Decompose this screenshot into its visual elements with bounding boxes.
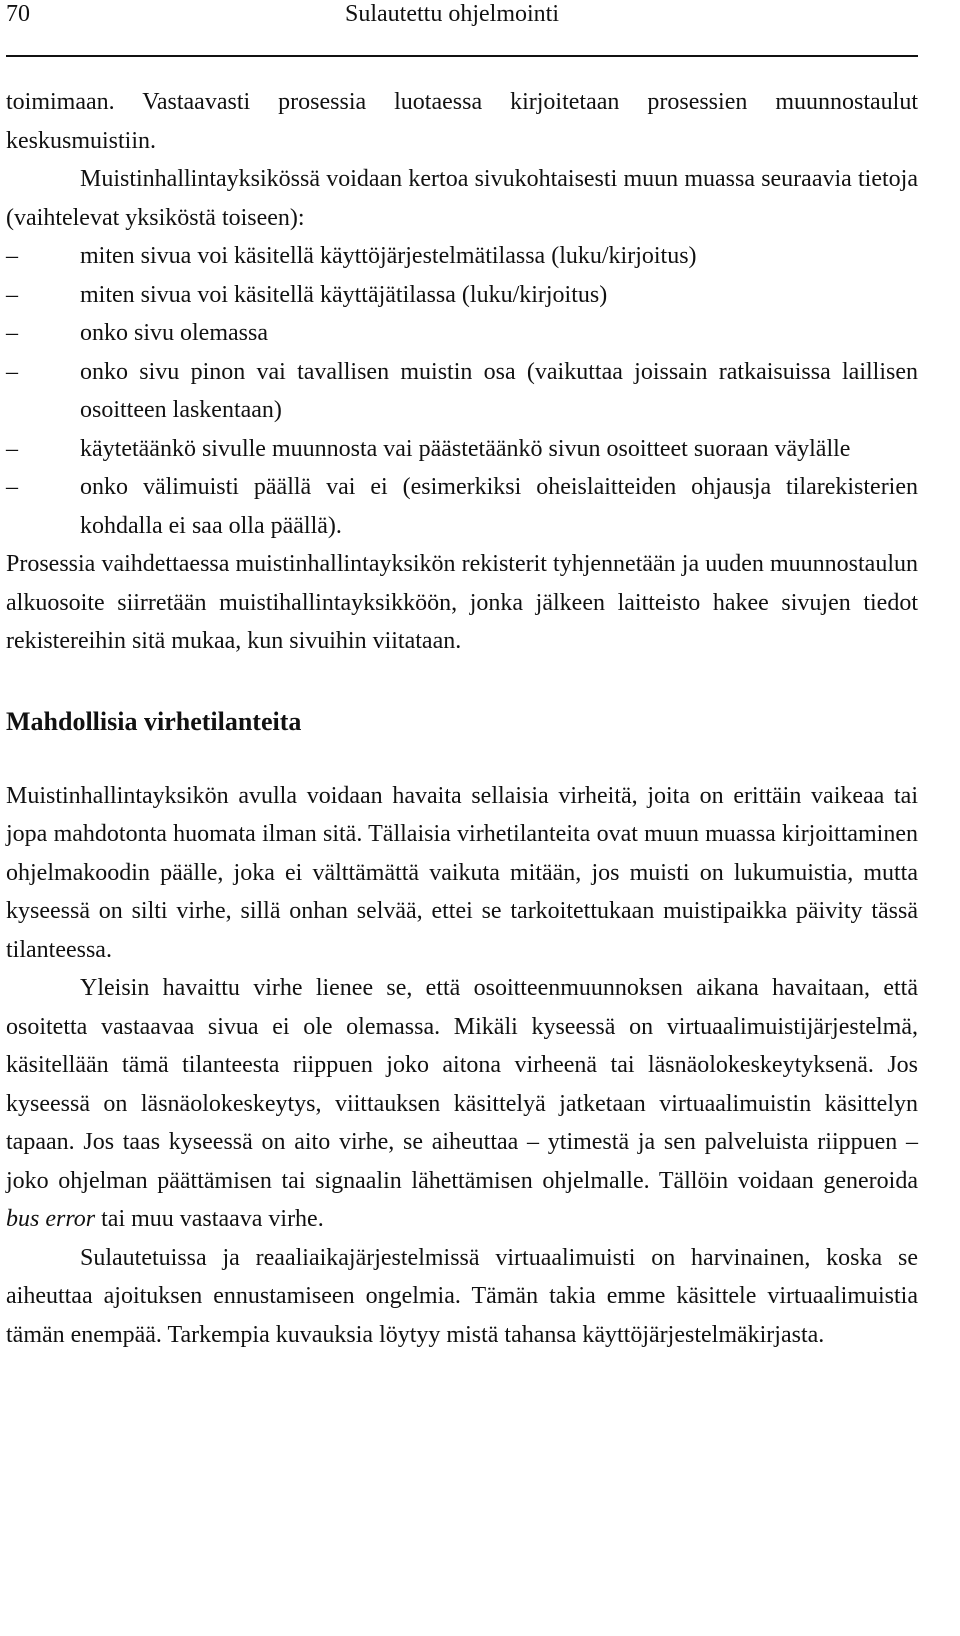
header-rule	[6, 55, 918, 57]
list-item-text: onko sivu pinon vai tavallisen muistin osa (vaikuttaa joissain ratkaisuissa laillisen osoitteen laskentaan)	[80, 358, 918, 423]
paragraph-text: Yleisin havaittu virhe lienee se, että osoitteenmuunnoksen aikana havaitaan, että osoitetta vastaavaa sivua ei ole olemassa. Mikäli kyseessä on virtuaalimuistijärjestelmä, käsitellään tämä tilanteesta riippuen joko aitona virheenä tai läsnäolokeskeytyksenä. Jos kyseessä on läsnäolokeskeytys, viittauksen käsittelyä jatketaan virtuaalimuistin käsittelyn tapaan. Jos taas kyseessä on aito virhe, se aiheuttaa – ytimestä ja sen palveluista riippuen – joko ohjelman päättämisen tai signaalin lähettämisen ohjelmalle. Tällöin voidaan generoida	[6, 975, 918, 1194]
list-item-text: miten sivua voi käsitellä käyttöjärjestelmätilassa (luku/kirjoitus)	[80, 243, 697, 269]
list-item-text: onko välimuisti päällä vai ei (esimerkiksi oheislaitteiden ohjausja tilarekisterien kohdalla ei saa olla päällä).	[80, 474, 918, 539]
page-number: 70	[6, 1, 30, 27]
list-item	[6, 314, 918, 353]
list-dash: –	[6, 243, 18, 269]
list-item	[6, 237, 918, 276]
page-header	[0, 0, 960, 40]
paragraph-embedded-systems: Sulautetuissa ja reaaliaikajärjestelmissä virtuaalimuisti on harvinainen, koska se aiheuttaa ajoituksen ennustamiseen ongelmia. Tämän takia emme käsittele virtuaalimuistia tämän enempää. Tarkempia kuvauksia löytyy mistä tahansa käyttöjärjestelmäkirjasta.	[6, 1244, 918, 1348]
main-text	[6, 83, 918, 1354]
list-item	[6, 276, 918, 315]
running-title: Sulautettu ohjelmointi	[345, 1, 559, 27]
list-item	[6, 468, 918, 545]
list-dash: –	[6, 435, 18, 462]
paragraph-process-switch: Prosessia vaihdettaessa muistinhallintayksikön rekisterit tyhjennetään ja uuden muunnostaulun alkuosoite siirretään muistihallintayksikköön, jonka jälkeen laitteisto hakee sivujen tiedot rekistereihin sitä mukaa, kun sivuihin viitataan.	[6, 551, 918, 654]
paragraph-errors-intro: Muistinhallintayksikön avulla voidaan havaita sellaisia virheitä, joita on erittäin vaikeaa tai jopa mahdotonta huomata ilman sitä. Tällaisia virhetilanteita ovat muun muassa kirjoittaminen ohjelmakoodin päälle, joka ei välttämättä vaikuta mitään, jos muisti on lukumuistia, mutta kyseessä on silti virhe, sillä onhan selvää, ettei se tarkoitettukaan muistipaikka päivity tässä tilanteessa.	[6, 782, 918, 963]
page-attribute-list	[6, 237, 918, 545]
list-item	[6, 430, 918, 469]
list-dash: –	[6, 281, 18, 308]
list-dash: –	[6, 474, 18, 500]
section-heading: Mahdollisia virhetilanteita	[6, 706, 302, 736]
paragraph-continuation: toimimaan. Vastaavasti prosessia luotaessa kirjoitetaan prosessien muunnostaulut keskusmuistiin.	[6, 89, 918, 154]
list-item-text: käytetäänkö sivulle muunnosta vai päästetäänkö sivun osoitteet suoraan väylälle	[80, 435, 851, 462]
list-item-text: onko sivu olemassa	[80, 320, 268, 346]
paragraph-text: tai muu vastaava virhe.	[95, 1206, 324, 1232]
list-item	[6, 353, 918, 430]
list-dash: –	[6, 320, 18, 346]
list-dash: –	[6, 358, 18, 385]
italic-term: bus error	[6, 1206, 96, 1232]
list-item-text: miten sivua voi käsitellä käyttäjätilassa (luku/kirjoitus)	[80, 281, 608, 308]
paragraph-mmu-info: Muistinhallintayksikössä voidaan kertoa sivukohtaisesti muun muassa seuraavia tietoja (vaihtelevat yksiköstä toiseen):	[6, 166, 918, 231]
paragraph-common-error	[6, 969, 918, 1239]
